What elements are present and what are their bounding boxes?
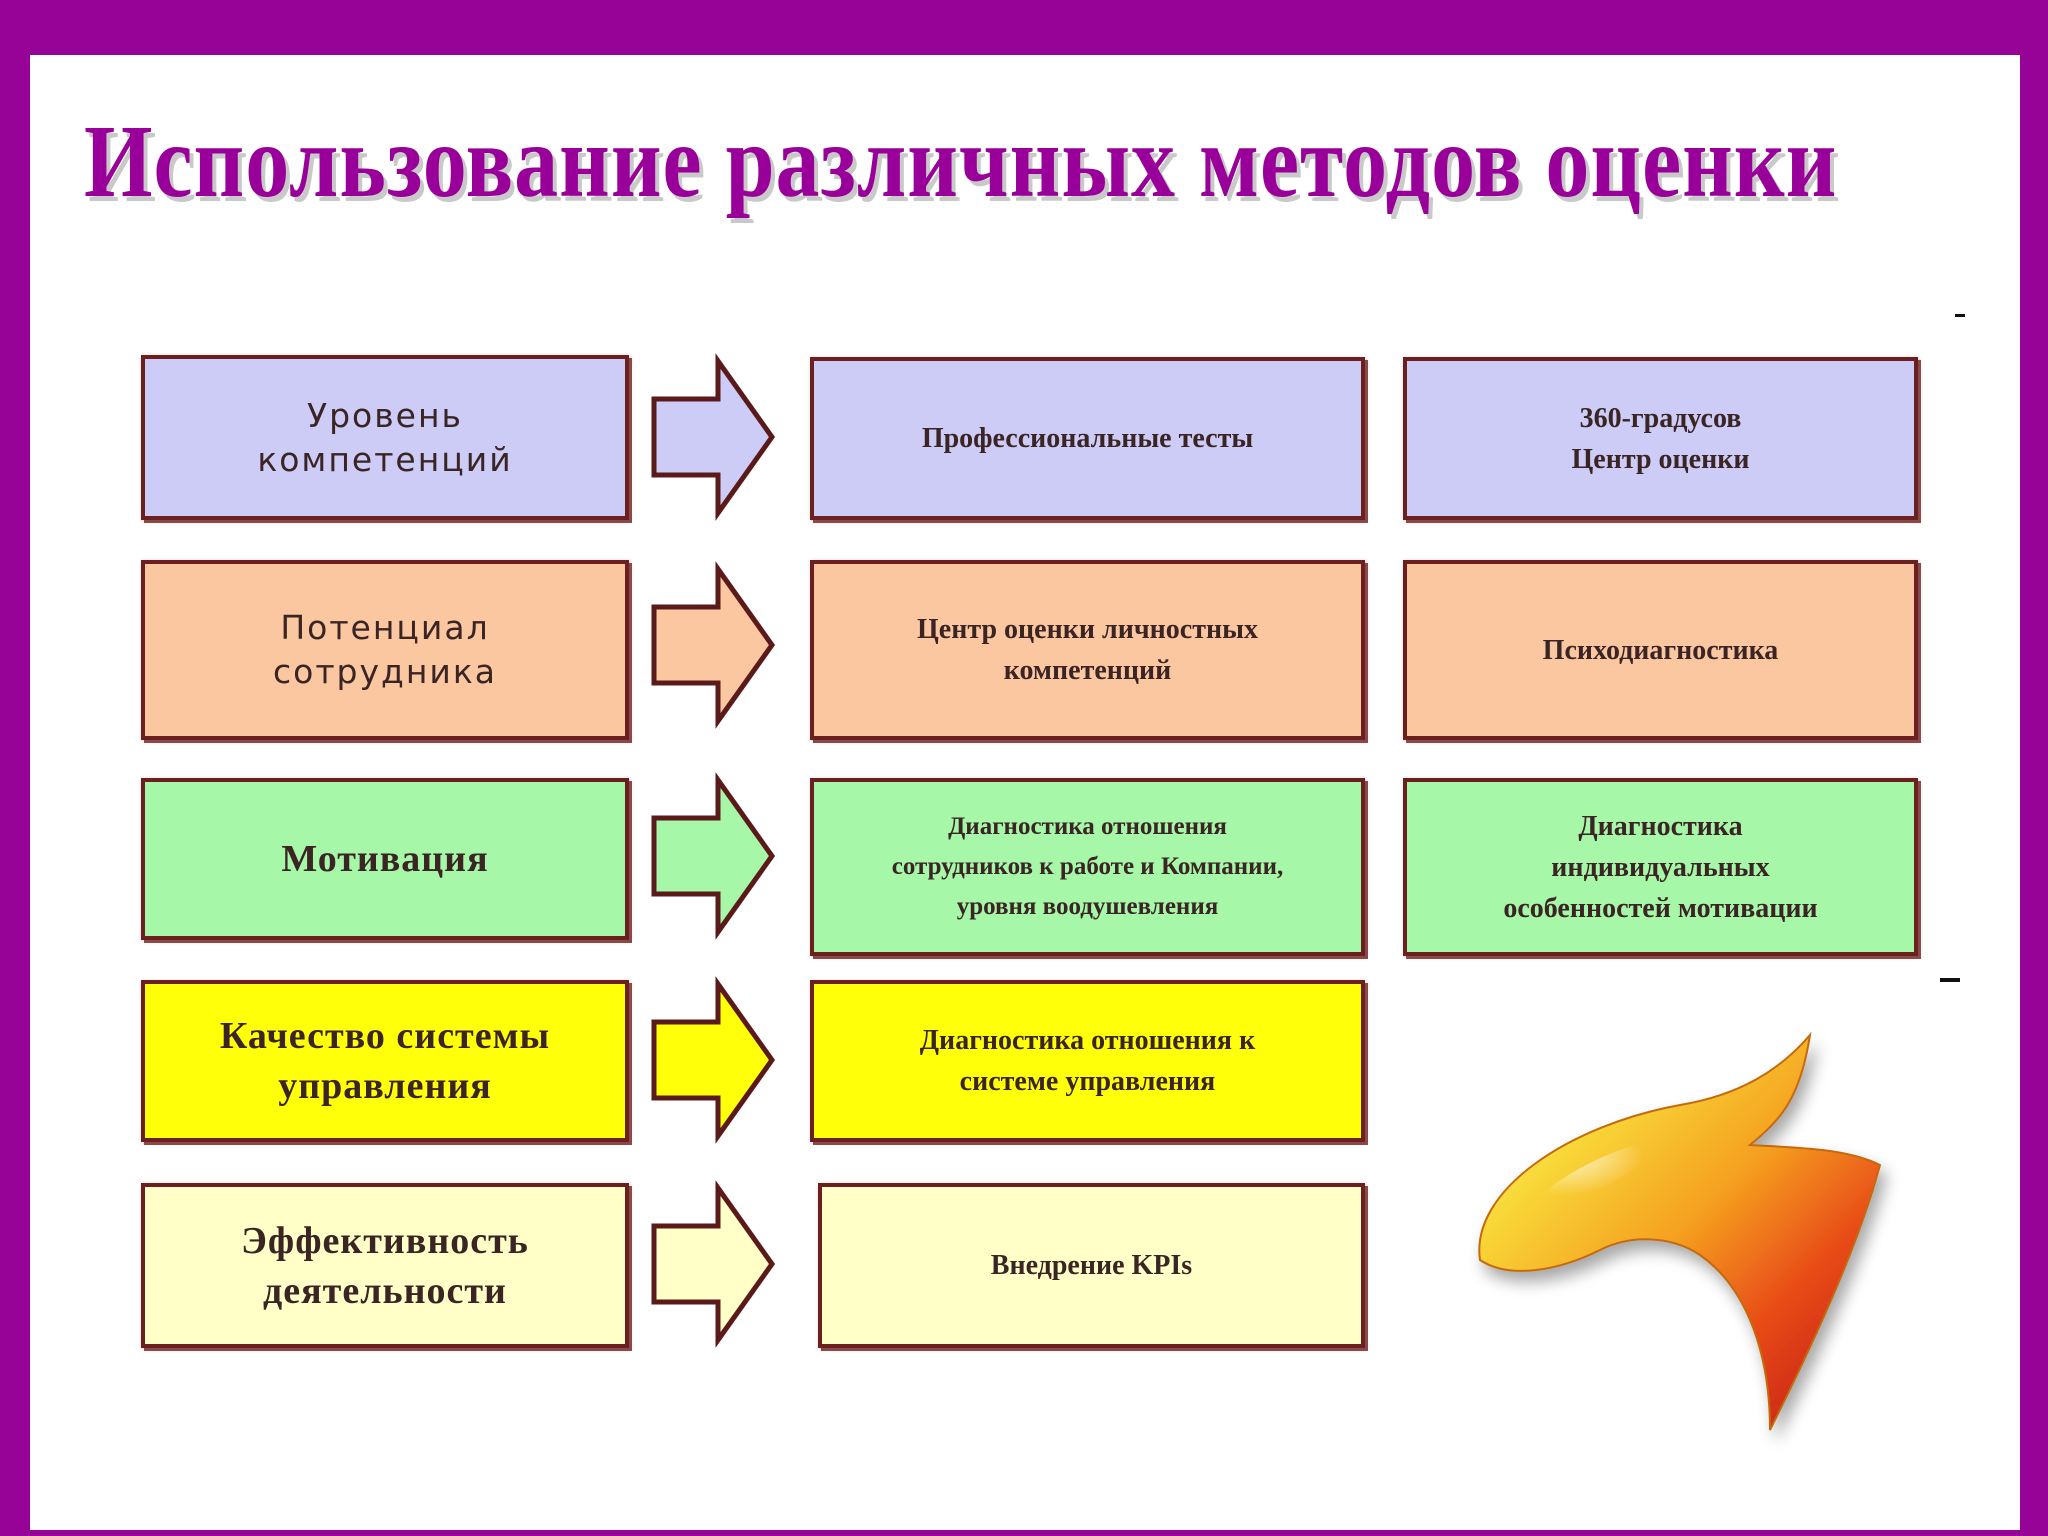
method-label: Диагностика отношения к системе управления — [919, 1025, 1256, 1097]
method-box-kpi — [818, 1183, 1365, 1348]
method-label: Психодиагностика — [1542, 634, 1779, 666]
right-block-arrow-icon — [648, 357, 778, 517]
category-label: Эффективность деятельности — [241, 1219, 529, 1312]
method-box-360-degree — [1403, 357, 1918, 520]
slide-title: Использование различных методов оценки — [84, 105, 1838, 220]
right-block-arrow-icon — [648, 776, 778, 936]
method-label: Внедрение KPIs — [990, 1250, 1193, 1281]
method-box-attitude-to-company — [810, 778, 1365, 956]
right-block-arrow-icon — [648, 565, 778, 725]
lightning-bolt-icon — [1450, 1030, 1970, 1450]
right-block-arrow-icon — [648, 980, 778, 1140]
category-box-motivation — [141, 778, 629, 940]
category-label: Уровень компетенций — [257, 395, 513, 479]
method-box-individual-motivation — [1403, 778, 1918, 956]
method-box-professional-tests — [810, 357, 1365, 520]
right-block-arrow-icon — [648, 1184, 778, 1344]
dash-mark — [1940, 978, 1960, 982]
method-label: Диагностика индивидуальных особенностей мотивации — [1503, 810, 1818, 924]
method-box-psychodiagnostics — [1403, 560, 1918, 740]
slide-frame-left — [0, 0, 30, 1536]
category-label: Потенциал сотрудника — [272, 608, 498, 691]
dash-mark — [1955, 314, 1965, 317]
category-box-competence — [141, 355, 629, 520]
category-label: Мотивация — [281, 838, 489, 880]
category-box-management-quality — [141, 980, 629, 1142]
method-label: 360-градусов Центр оценки — [1571, 402, 1750, 475]
category-label: Качество системы управления — [219, 1015, 551, 1107]
slide-frame-right — [2020, 0, 2048, 1536]
slide-frame-top — [0, 0, 2048, 55]
category-box-potential — [141, 560, 629, 740]
slide-frame-bottom — [0, 1530, 2048, 1536]
method-box-assessment-center-personal — [810, 560, 1365, 740]
method-label: Профессиональные тесты — [921, 423, 1254, 454]
method-box-attitude-to-management — [810, 980, 1365, 1142]
method-label: Центр оценки личностных компетенций — [917, 614, 1258, 686]
method-label: Диагностика отношения сотрудников к работе и Компании, уровня воодушевления — [891, 813, 1284, 920]
category-box-performance — [141, 1183, 629, 1348]
